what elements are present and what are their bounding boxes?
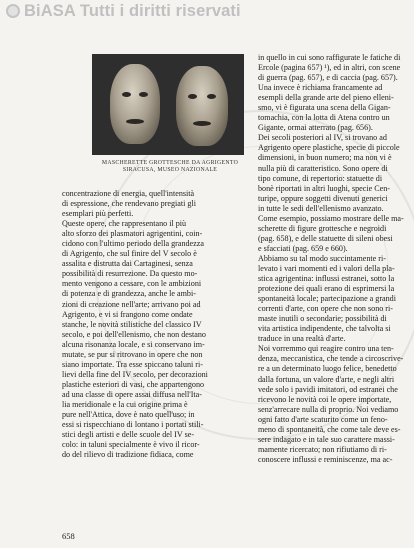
text-line: tipo comune, di repertorio: statuette di	[258, 173, 383, 183]
text-line: zioni di creazione nell'arte; arrivano poi ad	[62, 299, 201, 309]
watermark-text: BiASA Tutti i diritti riservati	[24, 2, 241, 20]
text-line: siano importate. Tra esse spiccano taluni ri-	[62, 359, 203, 369]
text-line: secolo, e poi dell'ellenismo, che non destano	[62, 329, 206, 339]
text-line: vede solo i pavidi imitatori, od estranei che	[258, 384, 398, 394]
text-line: cidono con l'ultimo periodo della grandezza	[62, 239, 204, 249]
text-line: Queste opere, che rappresentano il più	[62, 219, 187, 229]
text-line: alcuna risonanza locale, e si conservano im-	[62, 339, 205, 349]
text-line: sere indagato e in tale suo carattere massi-	[258, 434, 395, 444]
text-line: bonè riportati in altri luoghi, specie Cen-	[258, 183, 390, 193]
mask-mouth	[126, 119, 144, 124]
grotesque-mask-right	[176, 66, 228, 146]
text-line: Agrigento opere plastiche, specie di piccole	[258, 143, 400, 153]
text-line: smo, vi è figurata una scena della Gigan-	[258, 103, 391, 113]
caption-line: SIRACUSA, MUSEO NAZIONALE	[122, 167, 218, 173]
text-line: traduce in una realtà d'arte.	[258, 334, 346, 344]
text-line: turipe, oppure soggetti divenuti generici	[258, 193, 388, 203]
text-line: spontaneità locale; partecipazione a grandi	[258, 294, 396, 304]
text-line: denza, meccanistica, che tende a circoscrive-	[258, 354, 404, 364]
watermark-logo-icon	[6, 4, 20, 18]
left-column	[62, 189, 256, 460]
text-line: esemplari più perfetti.	[62, 209, 134, 219]
text-line: do del rilievo di tradizione fidiaca, come	[62, 450, 194, 460]
text-line: colo: in taluni specialmente è vivo il ricor-	[62, 440, 200, 450]
text-line: tomachia, con la lotta di Atena contro un	[258, 113, 390, 123]
text-line: stanche, le novità stilistiche del classico IV	[62, 319, 202, 329]
text-line: concentrazione di energia, quell'intensità	[62, 189, 195, 198]
text-line: di Agrigento, che sul finire del V secolo è	[62, 249, 197, 259]
text-line: correnti d'arte, con opere che non sono ri-	[258, 304, 393, 314]
mask-eye	[122, 92, 131, 97]
mask-eye	[207, 94, 216, 99]
text-line: in tutte le sedi dell'ellenismo avanzato.	[258, 203, 384, 213]
text-line: di espressione, che rendevano pregiati gli	[62, 199, 196, 209]
text-line: scherette di figure grottesche e negroidi	[258, 223, 387, 233]
text-line: stica agrigentina: influssi estranei, sotto la	[258, 274, 395, 284]
text-line: protezione dei quali erano di esprimersi la	[258, 284, 395, 294]
text-line: in quello in cui sono raffigurate le fatiche di	[258, 53, 401, 62]
text-line: alto sforzo dei plasmatori agrigentini, coin-	[62, 229, 203, 239]
text-line: Come esempio, possiamo mostrare delle ma-	[258, 213, 404, 223]
text-line: esempli della grande arte del pieno elleni-	[258, 93, 394, 103]
text-line: lia meridionale e la cui origine prima è	[62, 399, 188, 409]
text-line: Noi vorremmo qui reagire contro una ten-	[258, 344, 394, 354]
grotesque-mask-left	[110, 64, 160, 144]
figure-caption	[90, 160, 250, 174]
text-line: e sfacciati (pag. 659 e 660).	[258, 243, 348, 253]
text-line: stici degli artisti e delle scuole del IV se-	[62, 430, 195, 440]
right-column	[258, 53, 408, 465]
text-line: vita artistica indipendente, che talvolta si	[258, 324, 391, 334]
text-line: dalla fortuna, un valore d'arte, e negli altri	[258, 374, 395, 384]
figure-photo	[92, 54, 244, 155]
text-line: Una invece è richiama francamente ad	[258, 83, 383, 93]
text-line: pure nell'Attica, dove è nato quell'uso; in	[62, 410, 195, 420]
text-line: conoscere influssi e reminiscenze, ma ac-	[258, 454, 393, 464]
text-line: meno di spontaneità, che come tale deve es-	[258, 424, 401, 434]
text-line: Agrigento, e vi si frangono come ondate	[62, 309, 193, 319]
text-line: ad una classe di opere assai diffusa nell'Ita-	[62, 389, 202, 399]
text-line: mamente ricercato; non rifiutiamo di ri-	[258, 444, 387, 454]
text-line: (pag. 658), e delle statuette di sileni obesi	[258, 233, 393, 243]
text-line: Dei secoli posteriori al IV, si trovano ad	[258, 133, 387, 143]
text-line: mento vengono a cessare, con le ambizioni	[62, 279, 202, 289]
text-line: assalita e distrutta dai Cartaginesi, senza	[62, 259, 193, 269]
text-line: levato i vari momenti ed i valori della pla-	[258, 263, 395, 273]
text-line: ogni fatto d'arte scaturito come un feno-	[258, 414, 388, 424]
text-line: essi si rispecchiano di lontano i portati stili-	[62, 420, 204, 430]
mask-eye	[188, 94, 197, 99]
mask-eye	[139, 92, 148, 97]
text-line: possibilità di resurrezione. Da questo mo-	[62, 269, 198, 279]
text-line: nulla più di caratteristico. Sono opere di	[258, 163, 388, 173]
caption-line: MASCHERETTE GROTTESCHE DA AGRIGENTO	[101, 160, 239, 166]
text-line: Gigante, ormai atterrato (pag. 656).	[258, 123, 373, 133]
text-line: Abbiamo su tal modo succintamente ri-	[258, 253, 386, 263]
text-line: dimensioni, in buon numero; ma non vi è	[258, 153, 392, 163]
text-line: di potenza e di grandezza, anche le ambi-	[62, 289, 196, 299]
page-number: 658	[62, 531, 75, 541]
text-line: Ercole (pagina 657) ¹), ed in altri, con scene	[258, 63, 401, 73]
text-line: ricevono le novità coi le opere importate,	[258, 394, 392, 404]
text-line: di guerra (pag. 657), e di caccia (pag. 657).	[258, 73, 398, 83]
text-line: re a un determinato luogo felice, benedetto	[258, 364, 397, 374]
text-line: mutate, se pur si ritrovano in opere che non	[62, 349, 203, 359]
text-line: maste inutili o secondarie; possibilità di	[258, 314, 387, 324]
text-line: plastiche esteriori di vasi, che appartengono	[62, 379, 205, 389]
text-line: senz'arrecare nulla di proprio. Noi vediamo	[258, 404, 399, 414]
mask-mouth	[193, 121, 211, 126]
text-line: lievi della fine del IV secolo, per decorazioni	[62, 369, 208, 379]
